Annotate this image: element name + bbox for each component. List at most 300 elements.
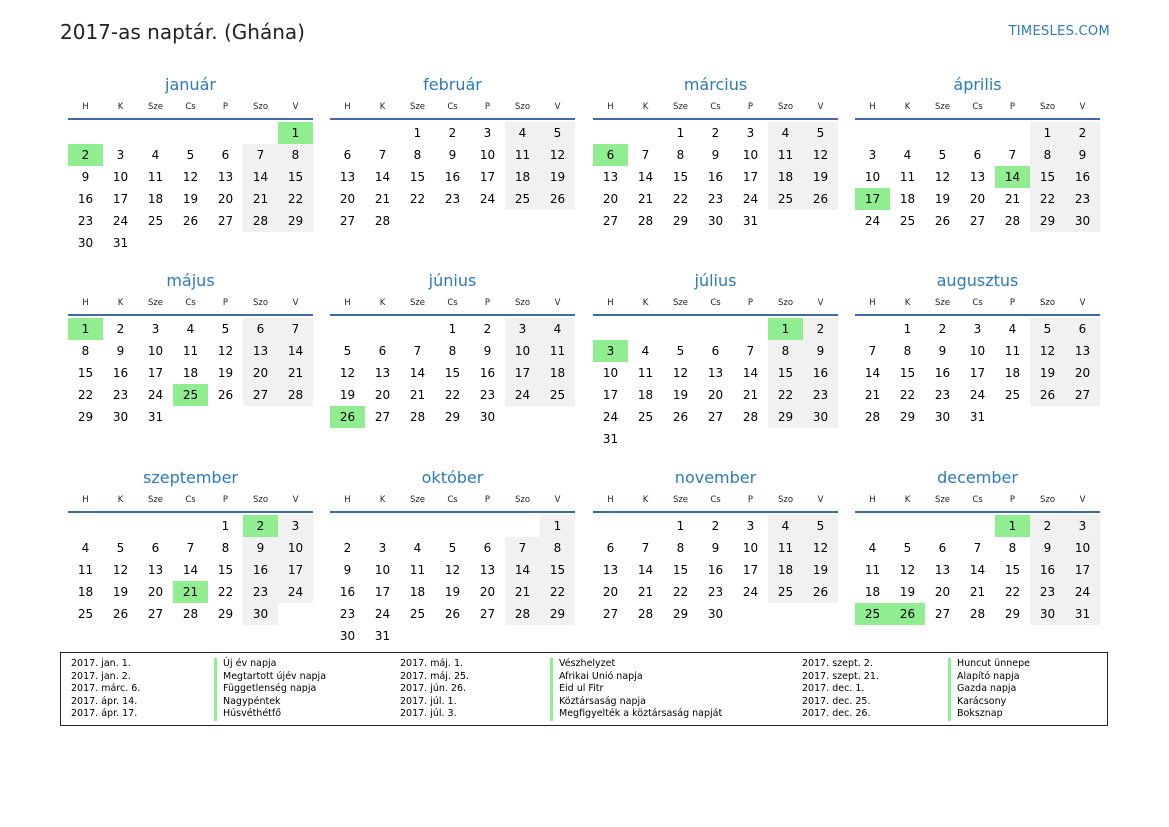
day-cell: 28 [243, 210, 278, 232]
day-cell: 23 [243, 581, 278, 603]
day-cell: 13 [969, 170, 986, 184]
weekday-label: Sze [934, 102, 951, 112]
day-cell: 7 [1008, 148, 1017, 162]
day-empty [960, 122, 995, 144]
day-cell: 6 [151, 541, 160, 555]
holiday-day-cell: 6 [593, 144, 628, 166]
day-cell: 3 [973, 322, 982, 336]
day-cell: 15 [278, 166, 313, 188]
day-cell: 9 [483, 344, 492, 358]
weekday-label: P [1009, 298, 1016, 308]
weekday-label: H [869, 495, 876, 505]
day-cell: 23 [1030, 581, 1065, 603]
day-cell: 22 [540, 581, 575, 603]
day-cell: 20 [339, 192, 356, 206]
day-cell: 7 [505, 537, 540, 559]
month-name: november [674, 468, 757, 487]
weekday-label: V [1079, 298, 1086, 308]
day-cell: 19 [672, 388, 689, 402]
day-cell: 17 [969, 366, 986, 380]
weekday-label: H [869, 102, 876, 112]
weekday-label: K [904, 495, 911, 505]
weekday-label: K [642, 495, 649, 505]
weekday-label: H [344, 298, 351, 308]
day-cell: 17 [374, 585, 391, 599]
weekday-label: K [117, 102, 124, 112]
day-cell: 19 [803, 166, 838, 188]
day-cell: 30 [934, 410, 951, 424]
day-cell: 16 [1065, 166, 1100, 188]
weekday-label: Cs [972, 495, 983, 505]
day-cell: 24 [479, 192, 496, 206]
day-cell: 25 [768, 581, 803, 603]
day-cell: 29 [444, 410, 461, 424]
day-cell: 19 [339, 388, 356, 402]
day-cell: 28 [182, 607, 199, 621]
weekday-label: Sze [672, 495, 689, 505]
weekday-label: Cs [710, 102, 721, 112]
day-cell: 17 [1065, 559, 1100, 581]
day-cell: 11 [77, 563, 94, 577]
day-cell: 11 [768, 537, 803, 559]
day-cell: 11 [899, 170, 916, 184]
day-cell: 19 [444, 585, 461, 599]
day-cell: 8 [81, 344, 90, 358]
day-empty [330, 515, 365, 537]
day-cell: 11 [864, 563, 881, 577]
day-cell: 22 [672, 192, 689, 206]
day-cell: 10 [505, 340, 540, 362]
holiday-day-cell: 1 [995, 515, 1030, 537]
weekday-label: V [817, 102, 824, 112]
day-cell: 2 [116, 322, 125, 336]
holiday-day-cell: 2 [243, 515, 278, 537]
day-cell: 9 [1030, 537, 1065, 559]
day-cell: 30 [803, 406, 838, 428]
holiday-date: 2017. dec. 26. [802, 708, 871, 720]
day-cell: 31 [969, 410, 986, 424]
day-cell: 21 [409, 388, 426, 402]
day-cell: 5 [221, 322, 230, 336]
day-cell: 2 [483, 322, 492, 336]
weekday-label: Cs [710, 495, 721, 505]
day-cell: 4 [641, 344, 650, 358]
day-cell: 13 [243, 340, 278, 362]
weekday-label: H [607, 298, 614, 308]
day-cell: 29 [899, 410, 916, 424]
day-cell: 18 [768, 166, 803, 188]
day-cell: 14 [182, 563, 199, 577]
holiday-day-cell: 21 [173, 581, 208, 603]
weekday-label: Szo [777, 298, 794, 308]
day-cell: 10 [479, 148, 496, 162]
day-cell: 14 [278, 340, 313, 362]
day-cell: 24 [505, 384, 540, 406]
day-empty [243, 122, 278, 144]
weekday-label: H [82, 495, 89, 505]
weekday-header [593, 96, 838, 120]
day-cell: 4 [413, 541, 422, 555]
day-cell: 8 [448, 344, 457, 358]
day-cell: 15 [768, 362, 803, 384]
day-cell: 14 [637, 563, 654, 577]
day-cell: 16 [1030, 559, 1065, 581]
day-cell: 13 [147, 563, 164, 577]
day-cell: 15 [899, 366, 916, 380]
day-cell: 17 [602, 388, 619, 402]
day-cell: 23 [444, 192, 461, 206]
weekday-label: Cs [185, 298, 196, 308]
weekday-label: Szo [1039, 495, 1056, 505]
day-cell: 10 [864, 170, 881, 184]
day-cell: 11 [637, 366, 654, 380]
month-május [68, 270, 313, 428]
day-cell: 30 [479, 410, 496, 424]
weekday-label: Sze [934, 495, 951, 505]
day-grid [593, 515, 838, 625]
day-cell: 14 [864, 366, 881, 380]
day-cell: 9 [803, 340, 838, 362]
day-empty [925, 515, 960, 537]
day-cell: 2 [803, 318, 838, 340]
weekday-header [68, 96, 313, 120]
day-empty [698, 318, 733, 340]
day-cell: 13 [479, 563, 496, 577]
day-cell: 17 [112, 192, 129, 206]
day-cell: 30 [707, 214, 724, 228]
day-cell: 20 [217, 192, 234, 206]
day-cell: 16 [707, 563, 724, 577]
day-grid [68, 122, 313, 254]
day-cell: 5 [803, 515, 838, 537]
day-empty [400, 318, 435, 340]
day-cell: 16 [479, 366, 496, 380]
day-cell: 16 [77, 192, 94, 206]
day-cell: 8 [221, 541, 230, 555]
day-cell: 16 [803, 362, 838, 384]
weekday-label: K [379, 298, 386, 308]
day-cell: 8 [413, 148, 422, 162]
holiday-name: Eid ul Fitr [559, 683, 604, 695]
day-cell: 24 [374, 607, 391, 621]
day-cell: 26 [444, 607, 461, 621]
day-cell: 21 [505, 581, 540, 603]
day-cell: 2 [1065, 122, 1100, 144]
day-cell: 2 [343, 541, 352, 555]
weekday-header [330, 489, 575, 513]
day-cell: 3 [378, 541, 387, 555]
day-grid [68, 318, 313, 428]
weekday-label: Sze [409, 495, 426, 505]
day-cell: 5 [448, 541, 457, 555]
day-cell: 25 [147, 214, 164, 228]
day-cell: 2 [448, 126, 457, 140]
day-cell: 12 [540, 144, 575, 166]
holiday-date: 2017. máj. 1. [400, 658, 464, 669]
day-cell: 15 [409, 170, 426, 184]
day-cell: 20 [707, 388, 724, 402]
day-empty [628, 122, 663, 144]
day-cell: 23 [707, 585, 724, 599]
weekday-label: H [344, 102, 351, 112]
day-cell: 28 [864, 410, 881, 424]
day-cell: 26 [672, 410, 689, 424]
holiday-name: Boksznap [957, 708, 1003, 720]
day-cell: 6 [221, 148, 230, 162]
day-empty [173, 515, 208, 537]
page-title: 2017-as naptár. (Ghána) [60, 20, 305, 44]
day-cell: 23 [339, 607, 356, 621]
day-cell: 9 [448, 148, 457, 162]
day-cell: 28 [1004, 214, 1021, 228]
day-cell: 25 [409, 607, 426, 621]
weekday-label: H [869, 298, 876, 308]
day-cell: 12 [899, 563, 916, 577]
day-cell: 15 [444, 366, 461, 380]
holiday-name: Húsvéthétfő [223, 708, 282, 720]
day-cell: 3 [278, 515, 313, 537]
day-cell: 20 [934, 585, 951, 599]
day-cell: 31 [147, 410, 164, 424]
day-cell: 13 [1065, 340, 1100, 362]
holiday-date: 2017. ápr. 14. [71, 695, 138, 707]
day-cell: 19 [112, 585, 129, 599]
weekday-label: Szo [1039, 298, 1056, 308]
day-cell: 5 [540, 122, 575, 144]
day-cell: 29 [672, 607, 689, 621]
weekday-label: P [747, 495, 754, 505]
day-cell: 4 [151, 148, 160, 162]
holiday-day-cell: 3 [593, 340, 628, 362]
day-cell: 8 [540, 537, 575, 559]
day-cell: 11 [182, 344, 199, 358]
weekday-label: Cs [447, 102, 458, 112]
day-cell: 12 [217, 344, 234, 358]
day-grid [330, 122, 575, 232]
month-szeptember [68, 467, 313, 625]
day-cell: 14 [409, 366, 426, 380]
day-cell: 24 [147, 388, 164, 402]
weekday-label: P [484, 495, 491, 505]
month-name: január [165, 75, 216, 94]
day-cell: 1 [1030, 122, 1065, 144]
day-cell: 16 [934, 366, 951, 380]
day-cell: 7 [378, 148, 387, 162]
day-cell: 10 [742, 541, 759, 555]
weekday-label: V [1079, 495, 1086, 505]
day-cell: 26 [112, 607, 129, 621]
day-cell: 5 [938, 148, 947, 162]
holiday-day-cell: 14 [995, 166, 1030, 188]
day-cell: 6 [1065, 318, 1100, 340]
holiday-day-cell: 17 [855, 188, 890, 210]
day-cell: 12 [672, 366, 689, 380]
day-cell: 3 [746, 126, 755, 140]
day-cell: 9 [343, 563, 352, 577]
holiday-day-cell: 1 [68, 318, 103, 340]
day-cell: 7 [746, 344, 755, 358]
day-cell: 6 [378, 344, 387, 358]
day-cell: 9 [711, 541, 720, 555]
day-cell: 4 [768, 122, 803, 144]
day-empty [365, 318, 400, 340]
day-cell: 24 [602, 410, 619, 424]
day-cell: 18 [637, 388, 654, 402]
month-június [330, 270, 575, 428]
holiday-day-cell: 1 [768, 318, 803, 340]
day-cell: 14 [637, 170, 654, 184]
holiday-name: Karácsony [957, 695, 1007, 707]
holiday-names-column [550, 658, 722, 721]
day-cell: 30 [1065, 210, 1100, 232]
day-cell: 4 [540, 318, 575, 340]
day-cell: 14 [742, 366, 759, 380]
day-cell: 21 [864, 388, 881, 402]
day-cell: 16 [112, 366, 129, 380]
holiday-legend [60, 652, 1108, 726]
weekday-label: V [554, 298, 561, 308]
day-cell: 30 [339, 629, 356, 643]
day-cell: 7 [641, 541, 650, 555]
day-cell: 18 [768, 559, 803, 581]
day-cell: 12 [1030, 340, 1065, 362]
day-cell: 27 [602, 214, 619, 228]
day-cell: 21 [243, 188, 278, 210]
day-cell: 2 [711, 519, 720, 533]
brand-link[interactable]: TIMESLES.COM [1008, 24, 1110, 39]
holiday-date: 2017. jan. 1. [71, 658, 131, 669]
month-november [593, 467, 838, 625]
holiday-day-cell: 1 [278, 122, 313, 144]
day-empty [628, 318, 663, 340]
weekday-label: Cs [185, 495, 196, 505]
day-empty [593, 318, 628, 340]
holiday-names-column [948, 658, 1030, 721]
month-október [330, 467, 575, 647]
day-cell: 27 [339, 214, 356, 228]
day-cell: 3 [483, 126, 492, 140]
day-cell: 18 [1004, 366, 1021, 380]
day-cell: 22 [768, 384, 803, 406]
holiday-date: 2017. márc. 6. [71, 683, 141, 695]
day-cell: 12 [934, 170, 951, 184]
holiday-day-cell: 26 [330, 406, 365, 428]
day-cell: 11 [768, 144, 803, 166]
day-cell: 27 [1065, 384, 1100, 406]
weekday-label: V [817, 298, 824, 308]
day-cell: 4 [868, 541, 877, 555]
day-cell: 12 [444, 563, 461, 577]
day-cell: 1 [413, 126, 422, 140]
day-cell: 25 [540, 384, 575, 406]
day-cell: 20 [1065, 362, 1100, 384]
day-cell: 31 [112, 236, 129, 250]
day-cell: 3 [151, 322, 160, 336]
weekday-label: Szo [252, 298, 269, 308]
day-cell: 8 [768, 340, 803, 362]
holiday-date: 2017. szept. 2. [802, 658, 873, 669]
day-cell: 8 [1030, 144, 1065, 166]
day-cell: 31 [742, 214, 759, 228]
weekday-label: Sze [147, 102, 164, 112]
day-cell: 6 [343, 148, 352, 162]
weekday-label: K [379, 102, 386, 112]
weekday-label: K [379, 495, 386, 505]
day-cell: 16 [339, 585, 356, 599]
month-name: december [937, 468, 1018, 487]
month-december [855, 467, 1100, 625]
holiday-name: Alapító napja [957, 670, 1020, 682]
day-cell: 7 [243, 144, 278, 166]
day-cell: 28 [505, 603, 540, 625]
weekday-header [68, 292, 313, 316]
day-cell: 22 [1030, 188, 1065, 210]
holiday-date: 2017. júl. 3. [400, 708, 457, 720]
day-cell: 17 [742, 563, 759, 577]
weekday-label: P [1009, 102, 1016, 112]
day-empty [208, 122, 243, 144]
day-cell: 5 [676, 344, 685, 358]
day-cell: 6 [483, 541, 492, 555]
day-cell: 24 [864, 214, 881, 228]
weekday-header [855, 292, 1100, 316]
holiday-name: Huncut ünnepe [957, 658, 1030, 669]
day-cell: 1 [903, 322, 912, 336]
day-cell: 22 [672, 585, 689, 599]
holiday-name: Függetlenség napja [223, 683, 317, 695]
day-cell: 24 [969, 388, 986, 402]
day-cell: 13 [217, 170, 234, 184]
month-július [593, 270, 838, 450]
weekday-label: Sze [147, 298, 164, 308]
day-cell: 3 [116, 148, 125, 162]
day-cell: 6 [973, 148, 982, 162]
day-cell: 27 [707, 410, 724, 424]
day-cell: 25 [77, 607, 94, 621]
weekday-label: H [82, 102, 89, 112]
day-empty [103, 515, 138, 537]
day-cell: 16 [444, 170, 461, 184]
day-cell: 31 [1065, 603, 1100, 625]
holiday-name: Köztársaság napja [559, 695, 646, 707]
month-március [593, 74, 838, 232]
day-cell: 3 [505, 318, 540, 340]
day-cell: 9 [938, 344, 947, 358]
day-cell: 24 [742, 192, 759, 206]
day-cell: 10 [147, 344, 164, 358]
weekday-header [593, 292, 838, 316]
weekday-label: Cs [447, 495, 458, 505]
day-cell: 29 [1030, 210, 1065, 232]
holiday-day-cell: 25 [173, 384, 208, 406]
day-cell: 14 [505, 559, 540, 581]
day-cell: 4 [903, 148, 912, 162]
day-cell: 19 [1030, 362, 1065, 384]
day-cell: 15 [217, 563, 234, 577]
day-cell: 22 [278, 188, 313, 210]
day-cell: 13 [707, 366, 724, 380]
day-cell: 27 [969, 214, 986, 228]
day-cell: 16 [707, 170, 724, 184]
day-cell: 21 [742, 388, 759, 402]
holiday-name: Megtartott újév napja [223, 670, 327, 682]
day-cell: 25 [1004, 388, 1021, 402]
day-empty [733, 318, 768, 340]
weekday-label: Szo [514, 102, 531, 112]
day-cell: 18 [864, 585, 881, 599]
day-cell: 23 [707, 192, 724, 206]
day-cell: 28 [374, 214, 391, 228]
